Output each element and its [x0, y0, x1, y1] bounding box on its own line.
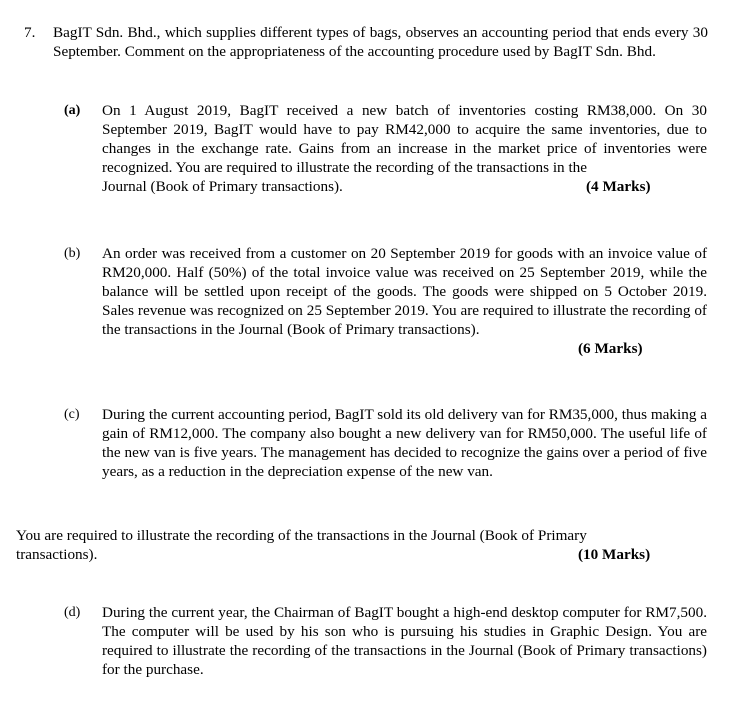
question-number: 7. [24, 24, 36, 41]
part-b-text: An order was received from a customer on 20 September 2019 for goods with an invoice value of RM20,000. Half (50%) of the total invoice value was received on 25 September 2019, while the balance will be settled upon receipt of the goods. The goods were shipped on 5 October 2019. Sales revenue was recognized on 25 September 2019. You are required to illustrate the recording of the transactions in the Journal (Book of Primary transactions). [102, 245, 707, 338]
part-b-label: (b) [64, 246, 81, 261]
part-a-last-line: Journal (Book of Primary transactions). [102, 178, 343, 195]
part-c-label: (c) [64, 407, 80, 422]
part-a-marks: (4 Marks) [586, 178, 651, 195]
part-a-text: On 1 August 2019, BagIT received a new batch of inventories costing RM38,000. On 30 September 2019, BagIT would have to pay RM42,000 to acquire the same inventories, due to changes in the exchange rate. Gains from an increase in the market price of inventories were recognized. You are required to illustrate the recording of the transactions in the [102, 102, 707, 176]
part-c-instruction-line2: transactions). [16, 546, 98, 563]
part-c-marks: (10 Marks) [578, 546, 651, 563]
part-d-text: During the current year, the Chairman of BagIT bought a high-end desktop computer for RM7,500. The computer will be used by his son who is pursuing his studies in Graphic Design. You are required to illustrate the recording of the transactions in the Journal (Book of Primary transactions) for the purchase. [102, 604, 707, 678]
part-c-text: During the current accounting period, BagIT sold its old delivery van for RM35,000, thus making a gain of RM12,000. The company also bought a new delivery van for RM50,000. The useful life of the new van is five years. The management has decided to recognize the gains over a period of five years, as a reduction in the depreciation expense of the new van. [102, 406, 707, 480]
part-c-instruction-line1: You are required to illustrate the recording of the transactions in the Journal (Book of Primary [16, 527, 587, 544]
part-b-marks: (6 Marks) [578, 340, 643, 357]
part-a-label: (a) [64, 103, 81, 118]
question-intro: BagIT Sdn. Bhd., which supplies different types of bags, observes an accounting period that ends every 30 September. Comment on the appropriateness of the accounting procedure used by BagIT Sdn. Bhd. [53, 24, 708, 60]
part-d-label: (d) [64, 605, 81, 620]
